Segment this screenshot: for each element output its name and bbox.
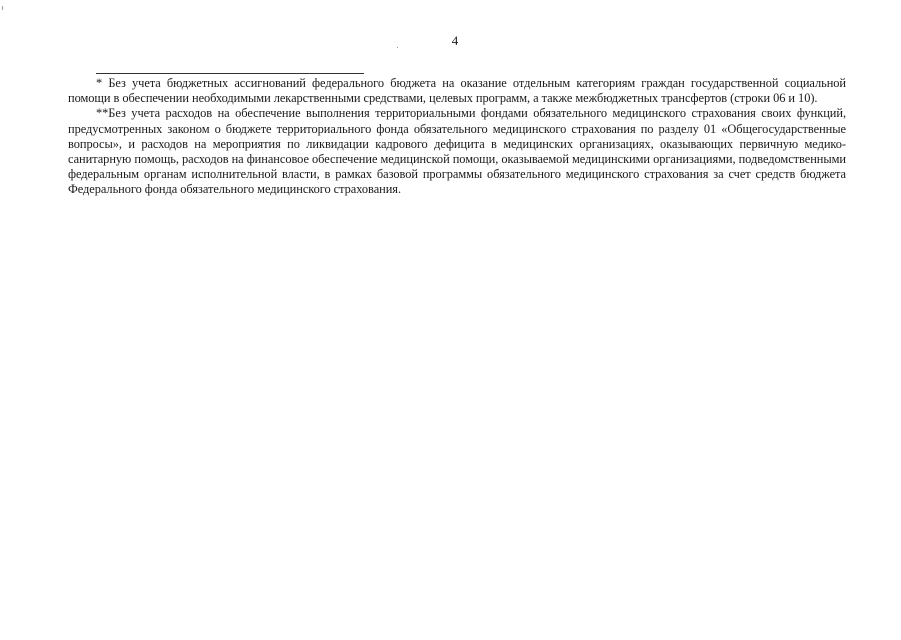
scan-speck bbox=[2, 6, 3, 10]
scan-speck bbox=[397, 47, 398, 48]
footnote-single-asterisk: * Без учета бюджетных ассигнований федерального бюджета на оказание отдельным категориям граждан государственной социальной помощи в обеспечении необходимыми лекарственными средствами, целевых программ, а также межбюджетных трансфертов (строки 06 и 10). bbox=[68, 76, 846, 106]
footnotes-block bbox=[68, 76, 846, 198]
footnote-double-asterisk: **Без учета расходов на обеспечение выполнения территориальными фондами обязательного медицинского страхования своих функций, предусмотренных законом о бюджете территориального фонда обязательного медицинского страхования по разделу 01 «Общегосударственные вопросы», и расходов на мероприятия по ликвидации кадрового дефицита в медицинских организациях, оказывающих первичную медико-санитарную помощь, расходов на финансовое обеспечение медицинской помощи, оказываемой медицинскими организациями, подведомственными федеральным органам исполнительной власти, в рамках базовой программы обязательного медицинского страхования за счет средств бюджета Федерального фонда обязательного медицинского страхования. bbox=[68, 106, 846, 197]
page-number: 4 bbox=[451, 33, 459, 48]
footnote-separator bbox=[96, 73, 364, 74]
